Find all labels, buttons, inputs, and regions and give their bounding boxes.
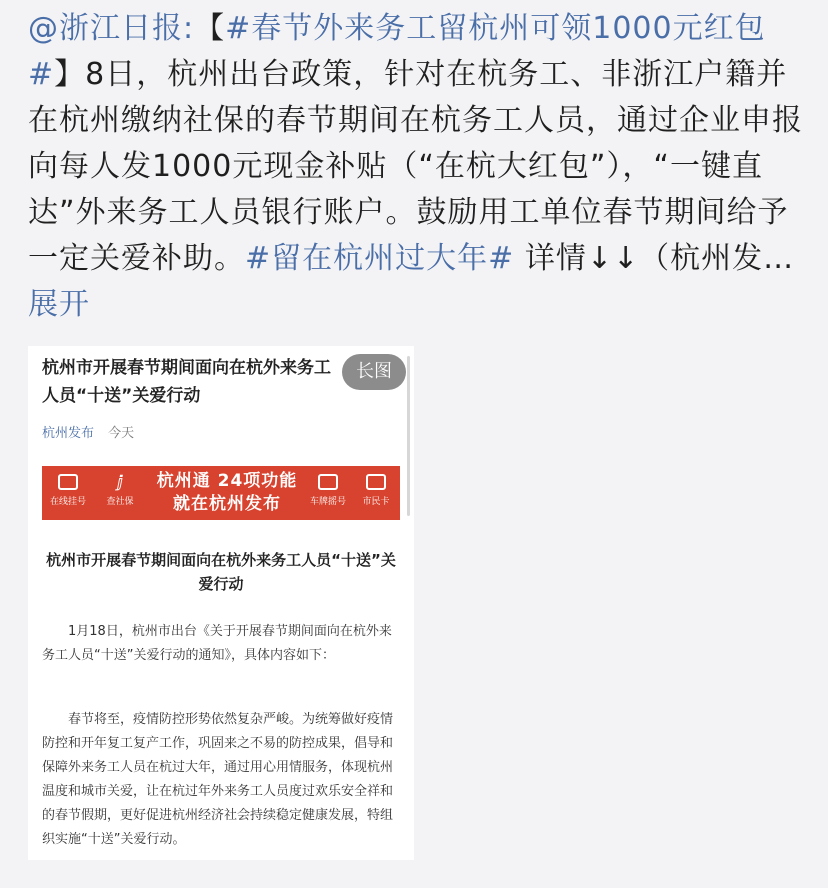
source-name: 杭州发布 xyxy=(42,426,95,441)
post-text xyxy=(28,6,804,328)
service-social-security: ⅉ 查社保 xyxy=(106,472,134,507)
article-meta xyxy=(42,422,134,441)
scrollbar xyxy=(407,356,410,516)
promo-banner xyxy=(42,466,400,520)
post-body: 8日，杭州出台政策，针对在杭务工、非浙江户籍并在杭州缴纳社保的春节期间在杭务工人员，通过企业申报向每人发1000元现金补贴（“在杭大红包”），“一键直达”外来务工人员银行账户。鼓励用工单位春节期间给予一定关爱补助。 xyxy=(28,57,803,276)
hashtag-end[interactable]: #留在杭州过大年# xyxy=(245,241,515,276)
long-image-card[interactable] xyxy=(28,346,414,860)
post-tail: 详情↓↓（杭州发… xyxy=(514,241,795,276)
publish-time: 今天 xyxy=(108,426,135,441)
monitor-icon xyxy=(318,474,338,490)
service-citizen-card: 市民卡 xyxy=(352,474,400,507)
medical-kit-icon xyxy=(58,474,78,490)
body-title: 杭州市开展春节期间面向在杭外来务工人员“十送”关爱行动 xyxy=(46,551,396,593)
logo-icon: ⅉ xyxy=(117,472,123,491)
author-link[interactable]: @浙江日报: xyxy=(28,11,195,46)
banner-promo-text: 杭州通 24项功能 就在杭州发布 xyxy=(156,471,298,514)
service-online-registration: 在线挂号 xyxy=(44,474,92,507)
article-title: 杭州市开展春节期间面向在杭外来务工人员“十送”关爱行动 xyxy=(42,358,331,406)
bracket-open: 【 xyxy=(194,11,226,46)
bracket-close: 】 xyxy=(54,57,86,92)
card-icon xyxy=(366,474,386,490)
article-paragraph-1: 1月18日，杭州市出台《关于开展春节期间面向在杭外来务工人员“十送”关爱行动的通知》，具体内容如下： xyxy=(42,624,392,663)
long-image-badge: 长图 xyxy=(342,354,406,390)
article-paragraph-2: 春节将至，疫情防控形势依然复杂严峻。为统筹做好疫情防控和开年复工复产工作，巩固来之不易的防控成果，倡导和保障外来务工人员在杭过大年，通过用心用情服务，体现杭州温度和城市关爱，让在杭过年外来务工人员度过欢乐安全祥和的春节假期，更好促进杭州经济社会持续稳定健康发展，特组织实施“十送”关爱行动。 xyxy=(42,712,394,847)
expand-link[interactable]: 展开 xyxy=(28,287,90,322)
hashtag-main[interactable]: #春节外来务工留杭州可领1000元红包# xyxy=(28,11,766,92)
service-license-plate: 车牌摇号 xyxy=(304,474,352,507)
